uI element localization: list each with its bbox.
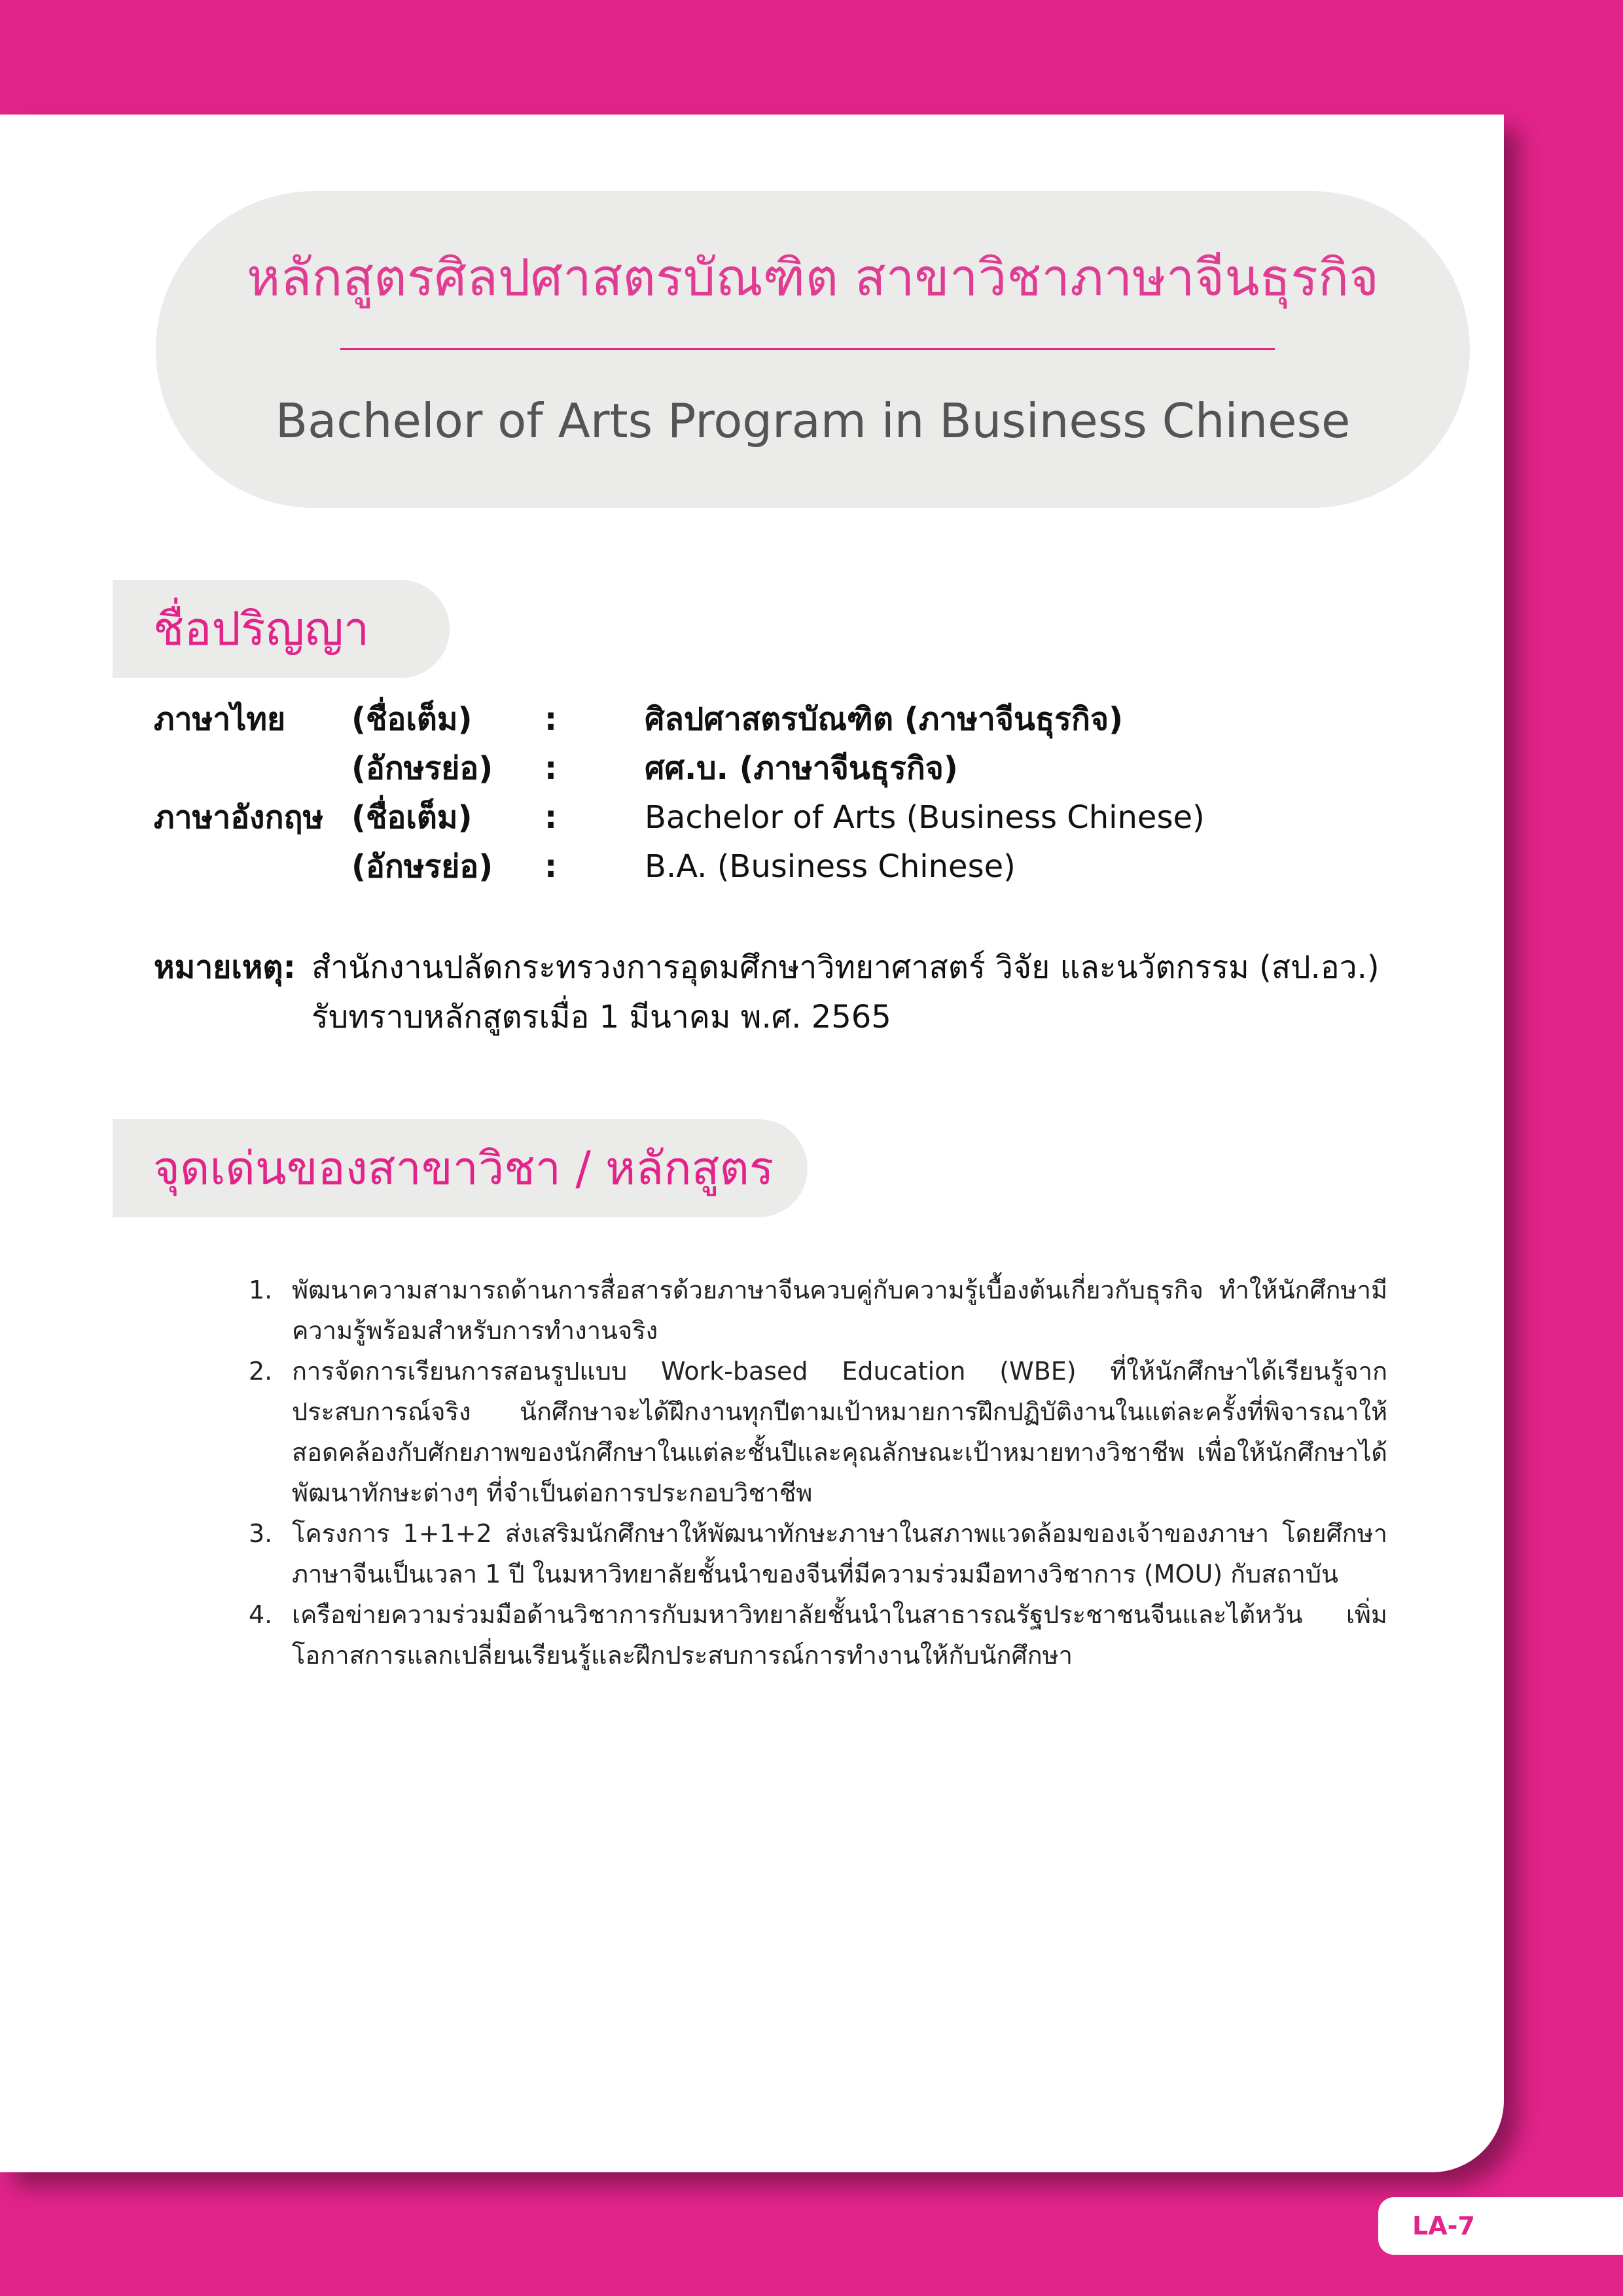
list-item (249, 1513, 1387, 1594)
degree-section-tab (113, 580, 450, 678)
list-item-number: 4. (249, 1600, 273, 1629)
program-title-english: Bachelor of Arts Program in Business Chinese (275, 393, 1351, 448)
degree-colon: : (544, 799, 558, 836)
highlights-list (249, 1270, 1387, 1676)
highlights-section-heading: จุดเด่นของสาขาวิชา / หลักสูตร (153, 1141, 774, 1195)
note-label: หมายเหตุ: (154, 949, 296, 986)
note-line: สำนักงานปลัดกระทรวงการอุดมศึกษาวิทยาศาสตร์ วิจัย และนวัตกรรม (สป.อว.) (312, 949, 1380, 986)
page-number: LA-7 (1412, 2212, 1475, 2240)
list-item (249, 1270, 1387, 1351)
title-divider (340, 348, 1275, 350)
list-item-number: 1. (249, 1276, 273, 1304)
degree-name-type: (ชื่อเต็ม) (351, 799, 473, 836)
degree-language: ภาษาไทย (154, 701, 286, 738)
page-number-badge (1378, 2197, 1623, 2255)
note-line: รับทราบหลักสูตรเมื่อ 1 มีนาคม พ.ศ. 2565 (312, 999, 891, 1035)
degree-language: ภาษาอังกฤษ (154, 799, 324, 836)
degree-value: Bachelor of Arts (Business Chinese) (645, 799, 1205, 836)
list-item-text: โครงการ 1+1+2 ส่งเสริมนักศึกษาให้พัฒนาทักษะภาษาในสภาพแวดล้อมของเจ้าของภาษา โดยศึกษาภาษาจีนเป็นเวลา 1 ปี ในมหาวิทยาลัยชั้นนำของจีนที่มีความร่วมมือทางวิชาการ (MOU) กับสถาบัน (292, 1519, 1387, 1588)
degree-colon: : (544, 750, 558, 787)
degree-name-type: (ชื่อเต็ม) (351, 701, 473, 738)
degree-name-type: (อักษรย่อ) (351, 848, 493, 885)
degree-value: ศิลปศาสตรบัณฑิต (ภาษาจีนธุรกิจ) (645, 701, 1124, 738)
list-item-number: 2. (249, 1357, 273, 1386)
list-item-number: 3. (249, 1519, 273, 1548)
list-item-text: พัฒนาความสามารถด้านการสื่อสารด้วยภาษาจีนควบคู่กับความรู้เบื้องต้นเกี่ยวกับธุรกิจ ทำให้นักศึกษามีความรู้พร้อมสำหรับการทำงานจริง (292, 1276, 1387, 1345)
degree-name-type: (อักษรย่อ) (351, 750, 493, 787)
degree-colon: : (544, 701, 558, 738)
note-text (312, 942, 1380, 1042)
degree-colon: : (544, 848, 558, 885)
list-item (249, 1351, 1387, 1513)
degree-value: B.A. (Business Chinese) (645, 848, 1016, 885)
list-item (249, 1594, 1387, 1676)
program-title-thai: หลักสูตรศิลปศาสตรบัณฑิต สาขาวิชาภาษาจีนธุรกิจ (247, 249, 1379, 308)
degree-section-heading: ชื่อปริญญา (153, 602, 370, 656)
highlights-section-tab (113, 1119, 808, 1217)
degree-value: ศศ.บ. (ภาษาจีนธุรกิจ) (645, 750, 958, 787)
list-item-text: การจัดการเรียนการสอนรูปแบบ Work-based Education (WBE) ที่ให้นักศึกษาได้เรียนรู้จากประสบการณ์จริง นักศึกษาจะได้ฝึกงานทุกปีตามเป้าหมายการฝึกปฏิบัติงานในแต่ละครั้งที่พิจารณาให้สอดคล้องกับศักยภาพของนักศึกษาในแต่ละชั้นปีและคุณลักษณะเป้าหมายทางวิชาชีพ เพื่อให้นักศึกษาได้พัฒนาทักษะต่างๆ ที่จำเป็นต่อการประกอบวิชาชีพ (292, 1357, 1387, 1507)
list-item-text: เครือข่ายความร่วมมือด้านวิชาการกับมหาวิทยาลัยชั้นนำในสาธารณรัฐประชาชนจีนและไต้หวัน เพิ่มโอกาสการแลกเปลี่ยนเรียนรู้และฝึกประสบการณ์การทำงานให้กับนักศึกษา (292, 1600, 1387, 1670)
